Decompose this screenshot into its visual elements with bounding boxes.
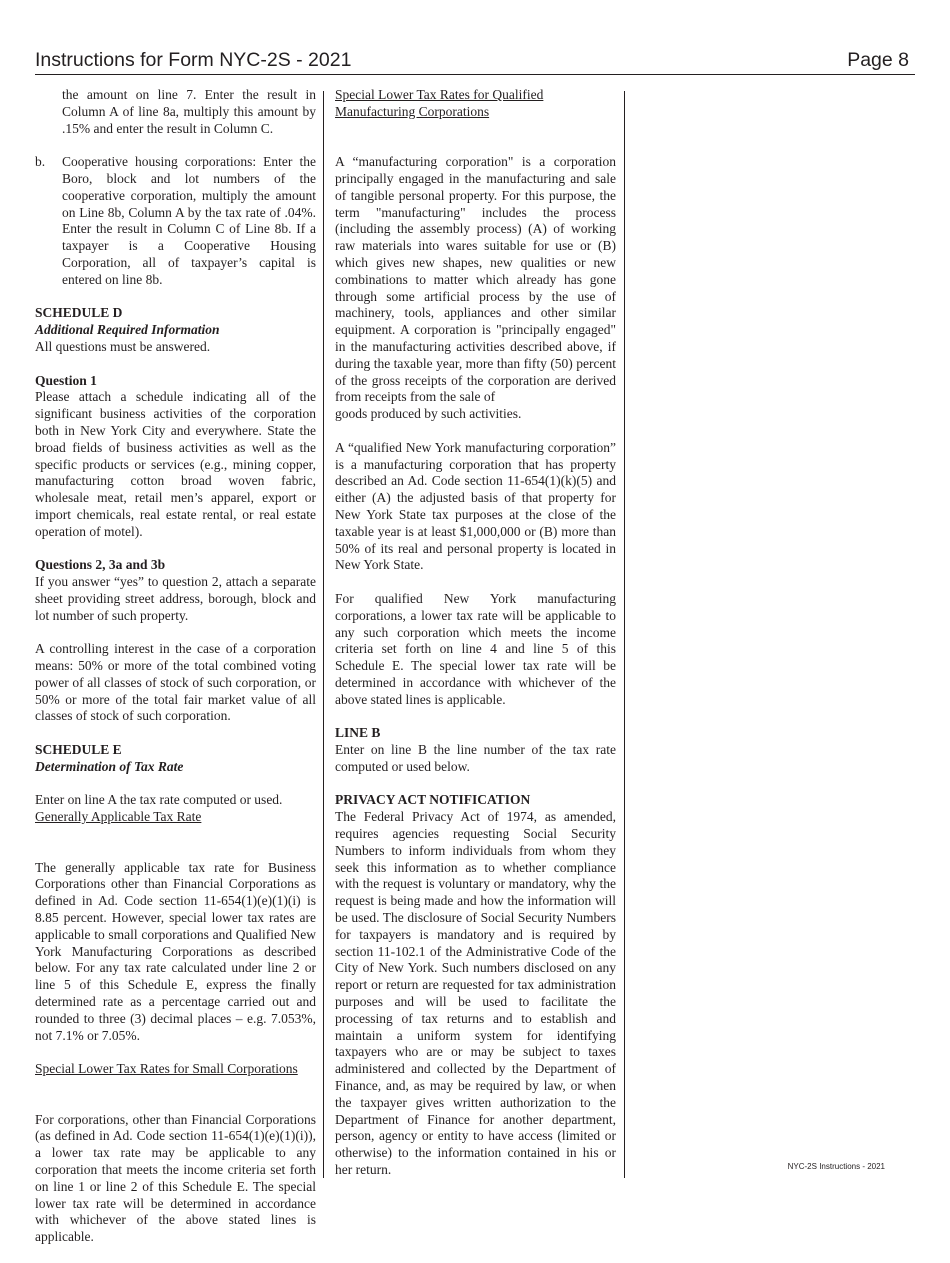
column-divider-left — [323, 91, 324, 1178]
lower-rate-text: For qualified New York manufacturing corporations, a lower tax rate will be applicable to any such corporation which meets the income criteria set forth on line 4 and line 5 of this Schedule E. The special lower tax rate will be determined in accordance with whichever of the above stated lines is applicable. — [335, 590, 616, 707]
general-rate-text: The generally applicable tax rate for Business Corporations other than Financial Corporations as defined in Ad. Code section 11-654(1)(e)(1)(i) is 8.85 percent. However, special lower tax rates are applicable to small corporations and Qualified New York Manufacturing Corporations as described below. For any tax rate calculated under line 2 or line 5 of this Schedule E, express the finally determined rate as a percentage carried out and rounded to three (3) decimal places – e.g. 7.053%, not 7.1% or 7.05%. — [35, 859, 316, 1043]
left-column — [35, 87, 316, 1263]
schedule-d-subheading: Additional Required Information — [35, 322, 220, 338]
page-header — [35, 49, 915, 73]
general-rate-heading: Generally Applicable Tax Rate — [35, 809, 202, 825]
question-2-text: If you answer “yes” to question 2, attach a separate sheet providing street address, borough, block and lot number of such property. — [35, 574, 316, 623]
question-1-text: Please attach a schedule indicating all of the significant business activities of the corporation both in New York City and everywhere. State the broad fields of business activities as well as the specific products or services (e.g., mining copper, manufacturing cotton broad woven fabric, wholesale meat, retail men’s apparel, export or import chemicals, real estate rental, or real estate operation of motel). — [35, 389, 316, 539]
item-a-continuation: the amount on line 7. Enter the result in Column A of line 8a, multiply this amount by .15% and enter the result in Column C. — [62, 87, 316, 136]
manufacturing-text-2: goods produced by such activities. — [335, 406, 522, 422]
manufacturing-heading: Special Lower Tax Rates for Qualified Manufacturing Corporations — [335, 87, 544, 119]
controlling-interest-text: A controlling interest in the case of a corporation means: 50% or more of the total combined voting power of all classes of stock of such corporation, or 50% or more of the total fair market value of all classes of stock of such corporation. — [35, 641, 316, 724]
column-divider-right — [624, 91, 625, 1178]
line-b-heading: LINE B — [335, 725, 381, 741]
schedule-e-subheading: Determination of Tax Rate — [35, 758, 184, 774]
small-corp-heading: Special Lower Tax Rates for Small Corporations — [35, 1061, 298, 1077]
header-rule — [35, 74, 915, 75]
schedule-d-heading: SCHEDULE D — [35, 305, 123, 321]
line-b-text: Enter on line B the line number of the tax rate computed or used below. — [335, 742, 616, 774]
privacy-text: The Federal Privacy Act of 1974, as amended, requires agencies requesting Social Security Numbers to inform individuals from whom they seek this information as to whether compliance with the request is voluntary or mandatory, why the request is being made and how the information will be used. The disclosure of Social Security Numbers for taxpayers is mandatory and is required by section 11-102.1 of the Administrative Code of the City of New York. Such numbers disclosed on any report or return are requested for tax administration purposes and will be used to facilitate the processing of tax returns and to establish and maintain a uniform system for identifying taxpayers who are or may be subject to taxes administered and collected by the Department of Finance, and, as may be required by law, or when the taxpayer gives written authorization to the Department of Finance for another department, person, agency or entity to have access (limited or otherwise) to the information contained in his or her return. — [335, 809, 616, 1177]
small-corp-text: For corporations, other than Financial Corporations (as defined in Ad. Code section 11-654(1)(e)(1)(i)), a lower tax rate may be applicable to any corporation that meets the income criteria set forth on line 1 or line 2 of this Schedule E. The special lower tax rate will be determined in accordance with whichever of the above stated lines is applicable. — [35, 1111, 316, 1245]
line-a-text: Enter on line A the tax rate computed or used. — [35, 792, 283, 808]
question-1-heading: Question 1 — [35, 372, 97, 388]
page-footer: NYC-2S Instructions - 2021 — [787, 1162, 885, 1171]
item-b — [35, 154, 316, 288]
privacy-heading: PRIVACY ACT NOTIFICATION — [335, 792, 531, 808]
schedule-d-text: All questions must be answered. — [35, 338, 211, 354]
item-b-label: b. — [35, 154, 46, 170]
question-2-heading: Questions 2, 3a and 3b — [35, 557, 166, 573]
middle-column — [335, 87, 616, 1196]
qualified-mfg-text: A “qualified New York manufacturing corporation” is a manufacturing corporation that has property described an Ad. Code section 11-654(1)(k)(5) and either (A) the adjusted basis of that property for New York State tax purposes at the close of the taxable year is at least $1,000,000 or (B) more than 50% of its real and personal property is located in New York State. — [335, 439, 616, 573]
item-b-text: Cooperative housing corporations: Enter the Boro, block and lot numbers of the cooperative corporation, multiply the amount on Line 8b, Column A by the tax rate of .04%. Enter the result in Column C of Line 8b. If a taxpayer is a Cooperative Housing Corporation, all of taxpayer’s capital is entered on line 8b. — [62, 154, 316, 287]
manufacturing-text-1: A “manufacturing corporation" is a corporation principally engaged in the manufacturing and sale of tangible personal property. For this purpose, the term "manufacturing" includes the process (including the assembly process) (A) of working raw materials into wares suitable for use or (B) which gives new shapes, new qualities or new combinations to matter which already has gone through some artificial process by the use of machinery, tools, appliances and other similar equipment. A corporation is "principally engaged" in the manufacturing activities described above, if during the taxable year, more than fifty (50) percent of the gross receipts of the corporation are derived from receipts from the sale of — [335, 154, 616, 405]
document-title: Instructions for Form NYC-2S - 2021 — [35, 49, 352, 71]
schedule-e-heading: SCHEDULE E — [35, 742, 122, 758]
page-number: Page 8 — [847, 49, 909, 71]
